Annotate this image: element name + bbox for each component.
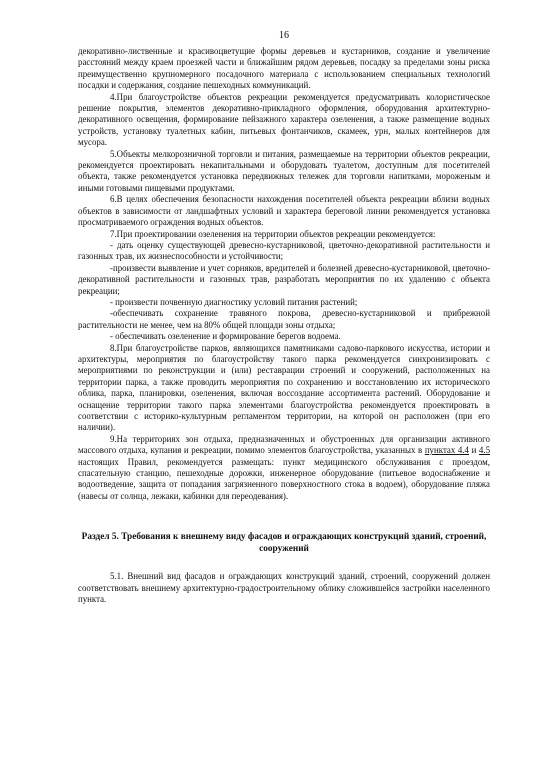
paragraph-9-text-c: настоящих Правил, рекомендуется размещать: пункт медицинского обслуживания с проездом, спасательную станцию, пешеходные дорожки, инженерное оборудование (питьевое водоснабжение и водоотведение, защита от попадания загрязненного поверхностного стока в водоем), оборудование пляжа (навесы от солнца, лежаки, кабинки для переодевания).: [78, 456, 490, 501]
page-number: 16: [279, 30, 289, 41]
paragraph-7-landscaping: 7.При проектировании озеленения на территории объектов рекреации рекомендуется:: [110, 228, 436, 239]
list-item-weeds-pests: -произвести выявление и учет сорняков, вредителей и болезней древесно-кустарниковой, цветочно-декоративной растительности и газонных трав, разработать мероприятия по их удалению с объекта рекреации;: [78, 262, 490, 296]
paragraph-6-water-safety: 6.В целях обеспечения безопасности нахождения посетителей объекта рекреации вблизи водных объектов в зависимости от ландшафтных условий и характера береговой линии рекомендуется установка просматриваемого ограждения водных объектов.: [78, 194, 490, 228]
paragraph-5-retail-objects: 5.Объекты мелкорозничной торговли и питания, размещаемые на территории объектов рекреации, рекомендуется проектировать некапитальными и оборудовать туалетом, доступным для посетителей объекта, также рекомендуется установка передвижных тележек для торговли напитками, мороженым и иными готовыми пищевыми продуктами.: [78, 148, 490, 193]
list-item-shore-greening: - обеспечивать озеленение и формирование берегов водоема.: [110, 331, 341, 342]
list-item-soil-diagnostics: - произвести почвенную диагностику условий питания растений;: [110, 296, 358, 307]
paragraph-4-recreation-improvement: 4.При благоустройстве объектов рекреации рекомендуется предусматривать колористическое решение покрытия, элементов декоративно-прикладного оформления, оборудования архитектурно-декоративного освещения, формирование пейзажного характера озеленения, а также размещение водных устройств, установку туалетных кабин, питьевых фонтанчиков, скамеек, урн, малых контейнеров для мусора.: [78, 91, 490, 148]
paragraph-9-text-b: и: [469, 445, 479, 456]
link-clause-4-5[interactable]: 4.5: [478, 445, 491, 456]
paragraph-5-1-facades: 5.1. Внешний вид фасадов и ограждающих конструкций зданий, строений, сооружений должен соответствовать внешнему архитектурно-градостроительному облику сложившейся застройки населенного пункта.: [78, 571, 490, 605]
link-clause-4-4[interactable]: пунктах 4.4: [424, 445, 469, 456]
paragraph-9-text-a: 9.На территориях зон отдыха, предназначенных и обустроенных для организации активного массового отдыха, купания и рекреации, помимо элементов благоустройства, указанных в: [78, 433, 490, 456]
list-item-assess-vegetation: - дать оценку существующей древесно-кустарниковой, цветочно-декоративной растительности и газонных трав, их жизнеспособности и устойчивости;: [78, 239, 490, 262]
list-item-preserve-cover: -обеспечивать сохранение травяного покрова, древесно-кустарниковой и прибрежной растительности не менее, чем на 80% общей площади зоны отдыха;: [78, 308, 490, 330]
paragraph-greenery-continued: декоративно-лиственные и красивоцветущие формы деревьев и кустарников, создание и увеличение расстояний между краем проезжей части и ближайшим рядом деревьев, посадку за пределами зоны риска преимущественно крупномерного посадочного материала с использованием специальных технологий посадки и содержания, создание пешеходных коммуникаций.: [78, 46, 490, 91]
paragraph-9-recreation-zones: [78, 434, 490, 502]
paragraph-8-historic-parks: 8.При благоустройстве парков, являющихся памятниками садово-паркового искусства, истории и архитектуры, мероприятия по благоустройству такого парка рекомендуется синхронизировать с мероприятиями по реконструкции и (или) реставрации строений и сооружений, расположенных на территории парка, а также проводить мероприятия по сохранению и восстановлению их исторического облика, парка, планировки, озеленения, включая воссоздание ассортимента растений. Оборудование и оснащение территории такого парка элементами благоустройства рекомендуется проектировать в соответствии с историко-культурным регламентом территории, на которой он расположен (при его наличии).: [78, 342, 490, 433]
section-5-heading: Раздел 5. Требования к внешнему виду фасадов и ограждающих конструкций зданий, строений, сооружений: [81, 532, 487, 554]
